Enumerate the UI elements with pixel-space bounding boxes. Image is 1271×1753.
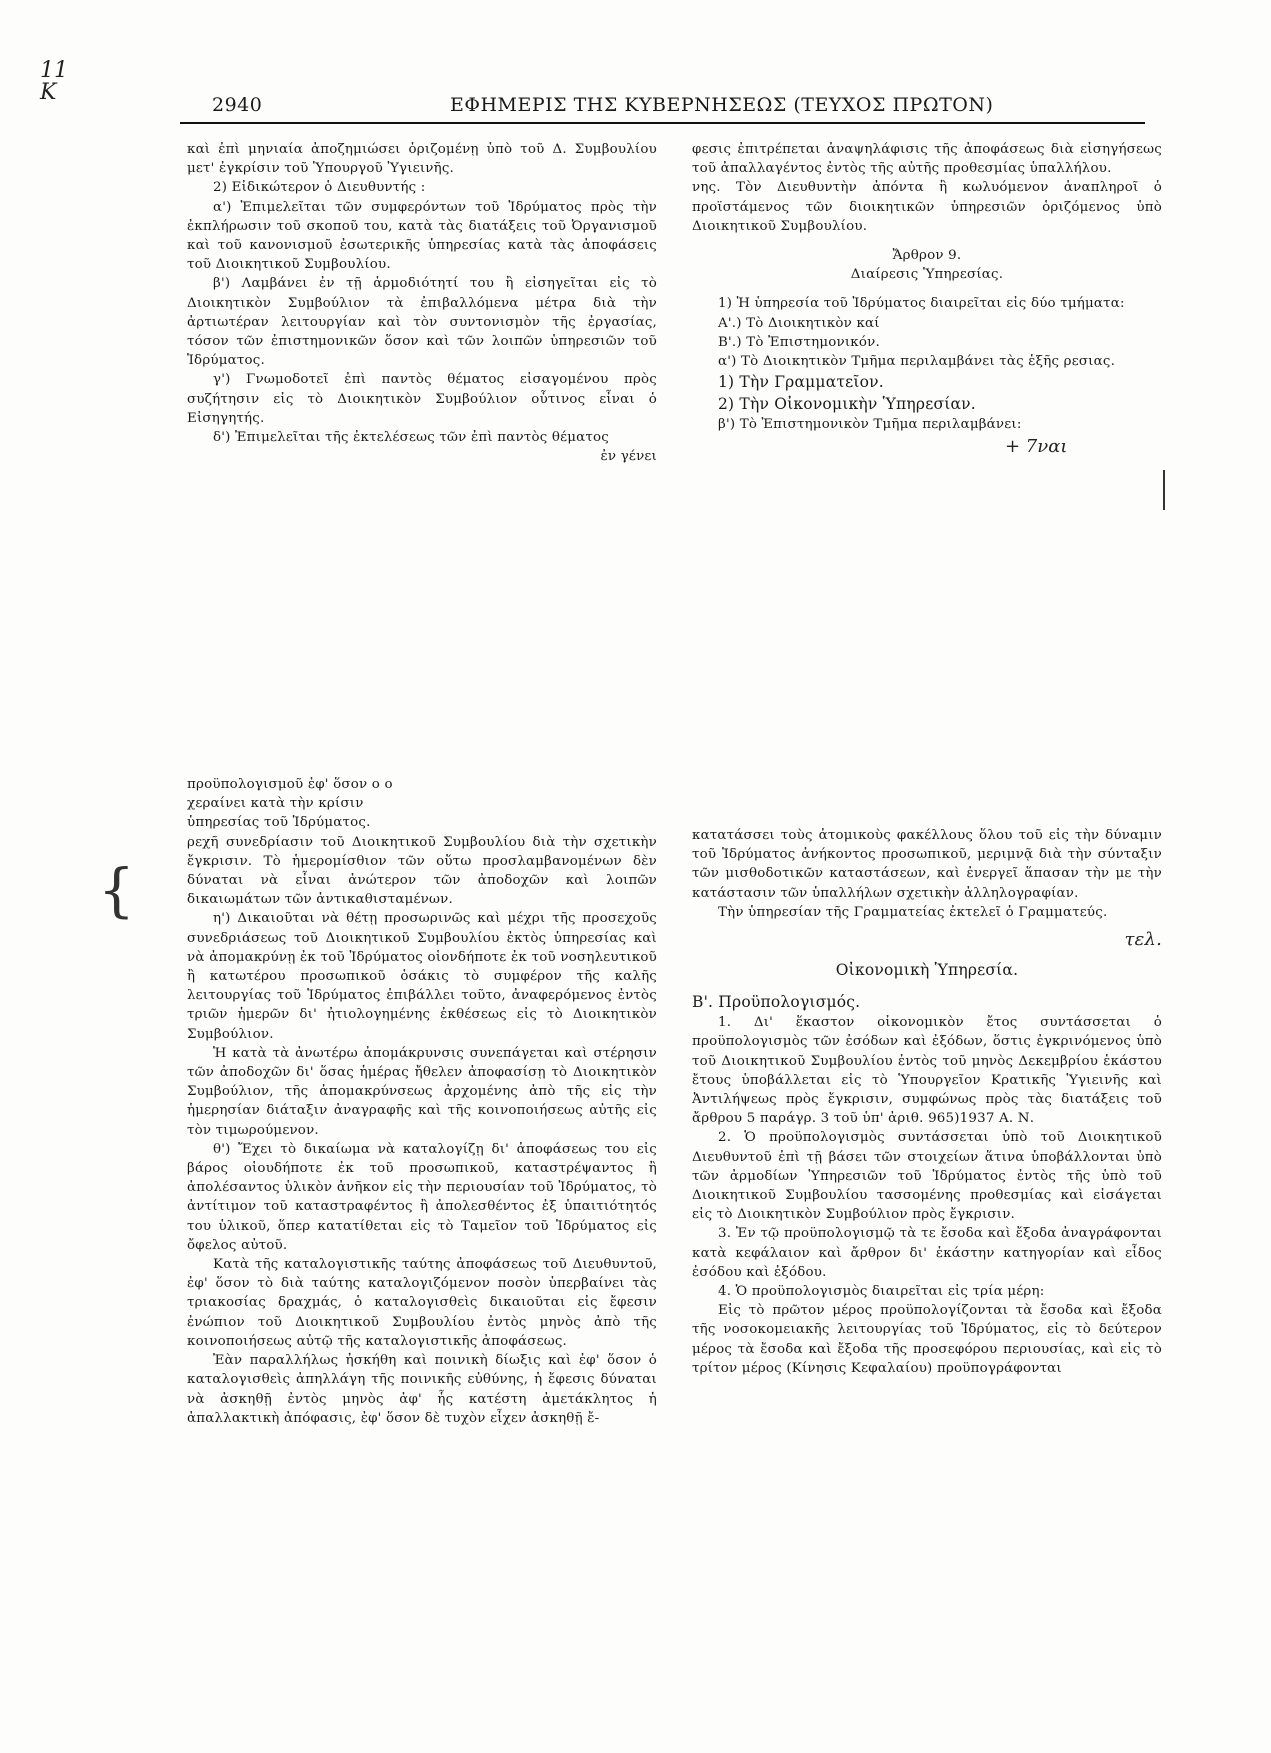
page-number: 2940 — [212, 94, 263, 116]
article-heading: Ἄρθρον 9. — [892, 248, 962, 264]
handwritten-annotation: + 7ναι — [1005, 436, 1068, 457]
list-item: 1) Τὴν Γραμματεῖον. — [718, 373, 884, 392]
paragraph: α') Ἐπιμελεῖται τῶν συμφερόντων τοῦ Ἱδρύματος πρὸς τὴν ἐκπλήρωσιν τοῦ σκοποῦ του, κατὰ τὰς διατάξεις τοῦ Ὀργανισμοῦ καὶ τοῦ κανονισμοῦ ἐσωτερικῆς ὑπηρεσίας κατὰ τὰς ἀποφάσεις τοῦ Διοικητικοῦ Συμβουλίου. — [187, 199, 657, 273]
article-title: Διαίρεσις Ὑπηρεσίας. — [850, 267, 1004, 283]
paragraph: 1. Δι' ἕκαστον οἰκονομικὸν ἔτος συντάσσεται ὁ προϋπολογισμὸς τῶν ἐσόδων καὶ ἐξόδων, ὅστις ἐγκρινόμενος ὑπὸ τοῦ Διοικητικοῦ Συμβουλίου ἐντὸς τοῦ μηνὸς Δεκεμβρίου ἑκάστου ἔτους ὑποβάλλεται εἰς τὸ Ὑπουργεῖον Κρατικῆς Ὑγιεινῆς καὶ Ἀντιλήψεως πρὸς ἔγκρισιν, συμφώνως πρὸς τὰς διατάξεις τοῦ ἄρθρου 5 παράγρ. 3 τοῦ ὑπ' ἀριθ. 965)1937 Α. Ν. — [692, 1015, 1162, 1127]
paragraph: δ') Ἐπιμελεῖται τῆς ἐκτελέσεως τῶν ἐπὶ παντὸς θέματος — [213, 430, 609, 446]
paragraph: Εἰς τὸ πρῶτον μέρος προϋπολογίζονται τὰ ἔσοδα καὶ ἔξοδα τῆς νοσοκομειακῆς λειτουργίας τοῦ Ἱδρύματος, εἰς τὸ δεύτερον μέρος τὰ ἔσοδα καὶ ἔξοδα τῆς προσεφόρου περιουσίας, καὶ εἰς τὸ τρίτον μέρος (Κίνησις Κεφαλαίου) προϋπογράφονται — [692, 1303, 1162, 1376]
top-left-column — [187, 140, 657, 466]
paragraph: Ἡ κατὰ τὰ ἀνωτέρω ἀπομάκρυνσις συνεπάγεται καὶ στέρησιν τῶν ἀποδοχῶν δι' ὅσας ἡμέρας ἤθελεν ἀποφασίσῃ τὸ Διοικητικὸν Συμβούλιον, τῆς ἀπομακρύνσεως ἀρχομένης ἀπὸ τῆς εἰς τὴν ἡμερησίαν διάταξιν ἀναγραφῆς καὶ τῆς κοινοποιήσεως αὐτῆς εἰς τὸν τιμωρούμενον. — [187, 1045, 657, 1138]
list-item: α') Τὸ Διοικητικὸν Τμῆμα περιλαμβάνει τὰς ἑξῆς ρεσιας. — [718, 354, 1116, 370]
paragraph: 2. Ὁ προϋπολογισμὸς συντάσσεται ὑπὸ τοῦ Διοικητικοῦ Διευθυντοῦ ἐπὶ τῇ βάσει τῶν στοιχείων ἅτινα ὑποβάλλονται ὑπὸ τῶν ἀρμοδίων Ὑπηρεσιῶν τοῦ Ἱδρύματος ἐντὸς τῆς ὑπὸ τοῦ Διοικητικοῦ Συμβουλίου τασσομένης προθεσμίας καὶ εἰσάγεται εἰς τὸ Διοικητικὸν Συμβούλιον πρὸς ἔγκρισιν. — [692, 1130, 1162, 1223]
page-header — [180, 92, 1170, 120]
paragraph: καὶ ἐπὶ μηνιαία ἀποζημιώσει ὁριζομένῃ ὑπὸ τοῦ Δ. Συμβουλίου μετ' ἐγκρίσιν τοῦ Ὑπουργοῦ Ὑγιεινῆς. — [187, 142, 657, 177]
paragraph: 3. Ἐν τῷ προϋπολογισμῷ τὰ τε ἔσοδα καὶ ἔξοδα ἀναγράφονται κατὰ κεφάλαιον καὶ ἄρθρον δι' ἑκάστην κατηγορίαν καὶ εἶδος ἐσόδου καὶ ἐξόδου. — [692, 1226, 1162, 1280]
paragraph: θ') Ἔχει τὸ δικαίωμα νὰ καταλογίζῃ δι' ἀποφάσεως του εἰς βάρος οἱουδήποτε ἐκ τοῦ προσωπικοῦ, καταστρέψαντος ἢ ἀπολέσαντος ὑλικὸν ἀνῆκον εἰς τὴν περιουσίαν τοῦ Ἱδρύματος, τὸ ἀντίτιμον τοῦ καταστραφέντος ἢ ἀπολεσθέντος ἐξ ὑπαιτιότητός του ὑλικοῦ, ὅπερ κατατίθεται εἰς τὸ Ταμεῖον τοῦ Ἱδρύματος εἰς ὄφελος αὐτοῦ. — [187, 1141, 657, 1253]
paragraph: φεσις ἐπιτρέπεται ἀναψηλάφισις τῆς ἀποφάσεως διὰ εἰσηγήσεως τοῦ ἀπαλλαγέντος ἐντὸς τῆς αὐτῆς προθεσμίας ὑπαλλήλου. — [692, 142, 1162, 177]
gazette-title: ΕΦΗΜΕΡΙΣ ΤΗΣ ΚΥΒΕΡΝΗΣΕΩΣ (ΤΕΥΧΟΣ ΠΡΩΤΟΝ) — [450, 94, 994, 116]
margin-bracket: { — [98, 856, 135, 924]
paragraph: η') Δικαιοῦται νὰ θέτῃ προσωρινῶς καὶ μέχρι τῆς προσεχοῦς συνεδριάσεως τοῦ Διοικητικοῦ Συμβουλίου ἐκτὸς ὑπηρεσίας καὶ νὰ ἀπομακρύνῃ ἐκ τοῦ Ἱδρύματος οἱονδήποτε ἐκ τοῦ νοσηλευτικοῦ ἢ κατωτέρου προσωπικοῦ ὁσάκις τὸ συμφέρον τῆς καλῆς λειτουργίας τοῦ Ἱδρύματος ἐπιβάλλει τοῦτο, ἀναφερόμενος ἐντὸς τριῶν ἡμερῶν δι' ἠτιολογημένης ἐκθέσεως εἰς τὸ Διοικητικὸν Συμβούλιον. — [187, 911, 657, 1042]
list-item: 2) Τὴν Οἰκονομικὴν Ὑπηρεσίαν. — [718, 395, 976, 414]
paragraph: ρεχῆ συνεδρίασιν τοῦ Διοικητικοῦ Συμβουλίου διὰ τὴν σχετικὴν ἔγκρισιν. Τὸ ἡμερομίσθιον τῶν οὕτω προσλαμβανομένων δὲν δύναται νὰ εἶναι ἀνώτερον τῶν ἀποδοχῶν καὶ λοιπῶν δικαιωμάτων τῶν ἀντικαθισταμένων. — [187, 834, 657, 908]
paragraph: ὑπηρεσίας τοῦ Ἱδρύματος. — [187, 815, 371, 831]
paragraph: προϋπολογισμοῦ ἐφ' ὅσον ο ο — [187, 777, 393, 792]
paragraph: κατατάσσει τοὺς ἀτομικοὺς φακέλλους ὅλου τοῦ εἰς τὴν δύναμιν τοῦ Ἱδρύματος ἀνήκοντος προσωπικοῦ, μεριμνᾷ διὰ τὴν σύνταξιν τῶν μισθοδοτικῶν καταστάσεων, καὶ ἐνεργεῖ ἅπασαν τὴν με τὴν κατάστασιν τῶν ὑπαλλήλων σχετικὴν ἀλληλογραφίαν. — [692, 828, 1162, 901]
bottom-left-column — [187, 775, 657, 1428]
list-item: 1) Ἡ ὑπηρεσία τοῦ Ἱδρύματος διαιρεῖται εἰς δύο τμήματα: — [718, 296, 1125, 312]
subsection-heading: Β'. Προϋπολογισμός. — [692, 993, 861, 1012]
paragraph: Τὴν ὑπηρεσίαν τῆς Γραμματείας ἐκτελεῖ ὁ Γραμματεύς. — [718, 904, 1108, 920]
paragraph: 2) Εἰδικώτερον ὁ Διευθυντής : — [213, 180, 426, 196]
handwritten-annotation: τελ. — [1124, 929, 1162, 951]
section-heading: Οἰκονομικὴ Ὑπηρεσία. — [835, 961, 1019, 980]
margin-note-letter: Κ — [40, 80, 57, 105]
paragraph: 4. Ὁ προϋπολογισμὸς διαιρεῖται εἰς τρία μέρη: — [718, 1284, 1045, 1300]
header-rule — [180, 122, 1145, 124]
paragraph: νης. Τὸν Διευθυντὴν ἀπόντα ἢ κωλυόμενον ἀναπληροῖ ὁ προϊστάμενος τῶν διοικητικῶν ὑπηρεσιῶν ὁριζόμενος ὑπὸ Διοικητικοῦ Συμβουλίου. — [692, 180, 1162, 234]
paragraph: γ') Γνωμοδοτεῖ ἐπὶ παντὸς θέματος εἰσαγομένου πρὸς συζήτησιν εἰς τὸ Διοικητικὸν Συμβούλιον οὗτινος εἶναι ὁ Εἰσηγητής. — [187, 372, 657, 426]
margin-bar — [1163, 470, 1165, 510]
paragraph: χεραίνει κατὰ τὴν κρίσιν — [187, 796, 364, 812]
paragraph: β') Λαμβάνει ἐν τῇ ἁρμοδιότητί του ἢ εἰσηγεῖται εἰς τὸ Διοικητικὸν Συμβούλιον τὰ ἐπιβαλλόμενα μέτρα διὰ τὴν ἀρτιωτέραν λειτουργίαν καὶ τὸν συντονισμὸν τῆς ἐργασίας, τόσον τῶν ἐπιστημονικῶν ὅσον καὶ τῶν λοιπῶν ὑπηρεσιῶν τοῦ Ἱδρύματος. — [187, 276, 657, 369]
paragraph: ἐν γένει — [600, 449, 657, 465]
margin-note-number: 11 — [40, 58, 68, 83]
paragraph: Ἐὰν παραλλήλως ἠσκήθη καὶ ποινικὴ δίωξις καὶ ἐφ' ὅσον ὁ καταλογισθεὶς ἀπηλλάγη τῆς ποινικῆς εὐθύνης, ἡ ἔφεσις δύναται νὰ ἀσκηθῇ ἐντὸς μηνὸς ἀφ' ἧς κατέστη ἀμετάκλητος ἡ ἀπαλλακτικὴ ἀπόφασις, ἐφ' ὅσον δὲ τυχὸν εἶχεν ἀσκηθῇ ἔ- — [187, 1353, 657, 1426]
paragraph: Κατὰ τῆς καταλογιστικῆς ταύτης ἀποφάσεως τοῦ Διευθυντοῦ, ἐφ' ὅσον τὸ διὰ ταύτης καταλογιζόμενον ποσὸν ὑπερβαίνει τὰς τριακοσίας δραχμάς, ὁ καταλογισθεὶς δικαιοῦται εἰς ἔφεσιν ἐνώπιον τοῦ Διοικητικοῦ Συμβουλίου ἐντὸς μηνὸς ἀπὸ τῆς κοινοποιήσεως αὐτῷ τῆς καταλογιστικῆς ἀποφάσεως. — [187, 1257, 657, 1349]
top-right-column — [692, 140, 1162, 434]
bottom-right-column — [692, 826, 1162, 1378]
list-item: β') Τὸ Ἐπιστημονικὸν Τμῆμα περιλαμβάνει: — [718, 417, 1022, 433]
list-item: Β'.) Τὸ Ἐπιστημονικόν. — [718, 334, 880, 350]
list-item: Α'.) Τὸ Διοικητικὸν καί — [718, 315, 880, 331]
